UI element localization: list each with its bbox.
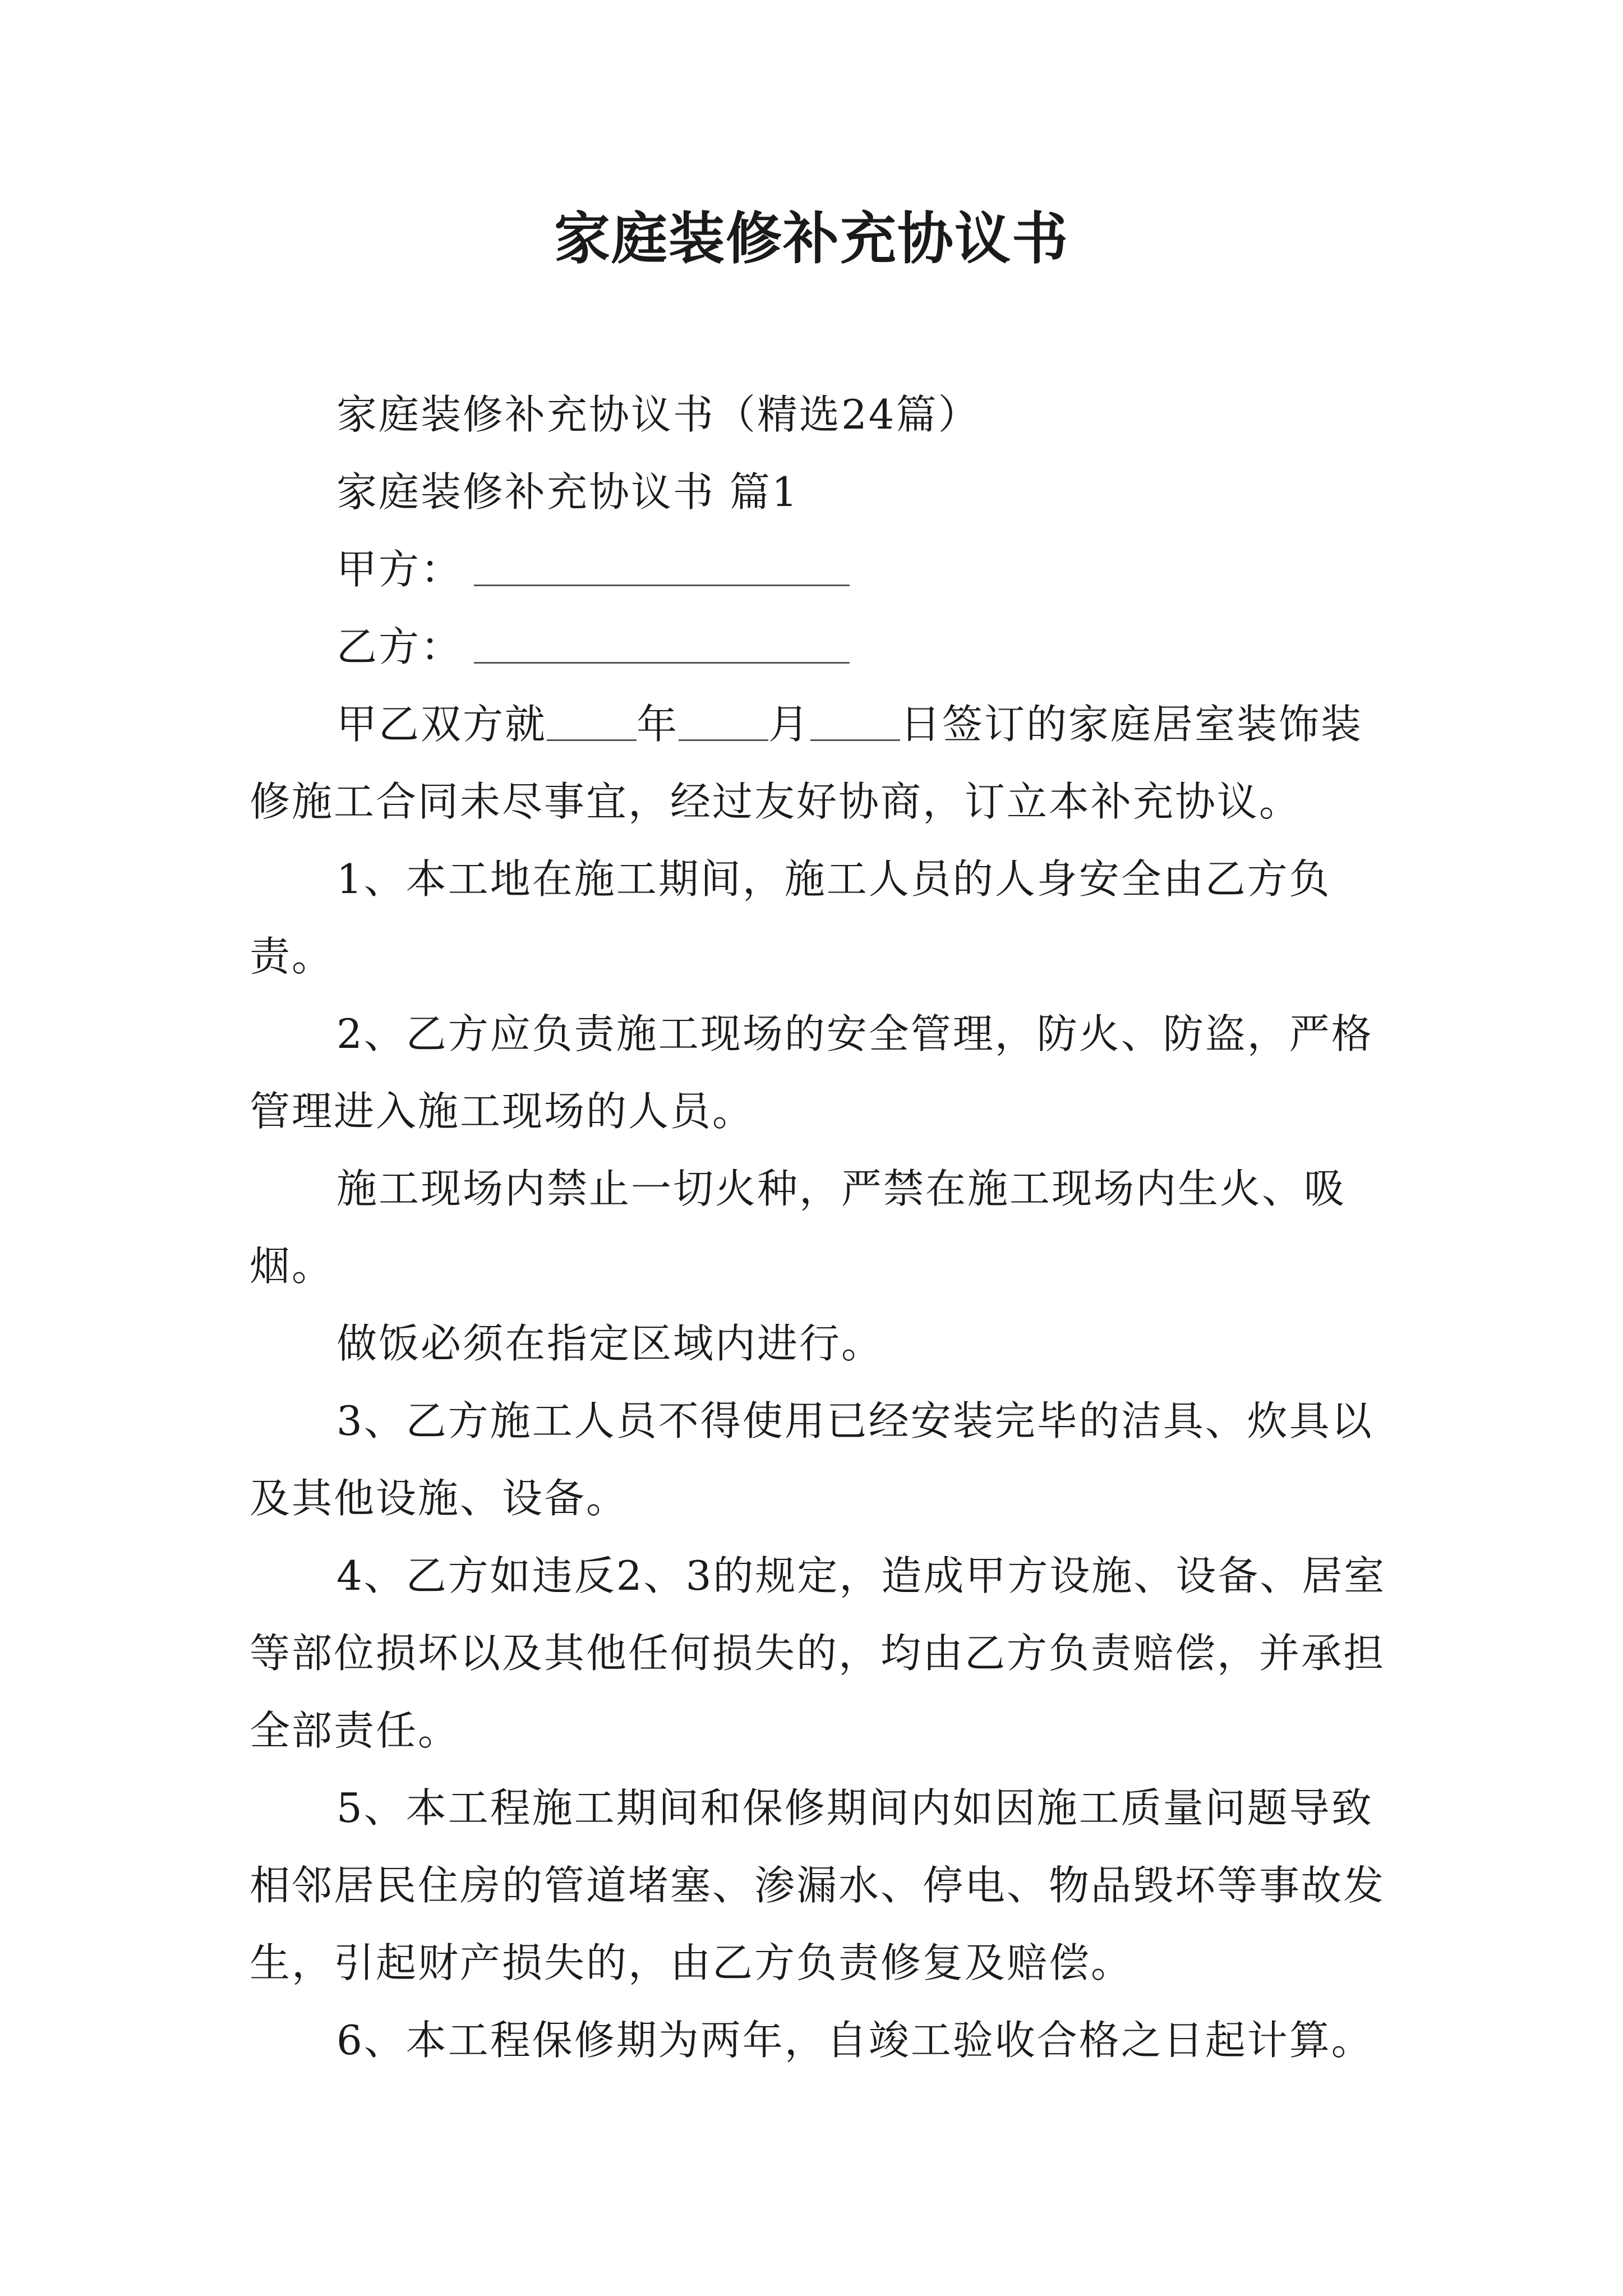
party-b-line	[250, 608, 1394, 685]
month-label: 月	[768, 701, 811, 748]
clause-paragraph: 6、本工程保修期为两年，自竣工验收合格之日起计算。	[336, 2017, 1373, 2064]
party-a-blank	[474, 582, 850, 586]
clause-paragraph: 3、乙方施工人员不得使用已经安装完毕的洁具、炊具以及其他设施、设备。	[250, 1397, 1373, 1522]
day-blank	[810, 737, 900, 741]
year-blank	[547, 737, 637, 741]
year-label: 年	[637, 701, 679, 748]
clause-paragraph: 4、乙方如违反2、3的规定，造成甲方设施、设备、居室等部位损坏以及其他任何损失的，均由乙方负责赔偿，并承担全部责任。	[250, 1552, 1386, 1754]
party-b-blank	[474, 660, 850, 664]
party-a-label: 甲方：	[336, 546, 463, 593]
intro-text-start: 甲乙双方就	[336, 701, 547, 748]
clause-paragraph: 5、本工程施工期间和保修期间内如因施工质量问题导致相邻居民住房的管道堵塞、渗漏水、停电、物品毁坏等事故发生，引起财产损失的，由乙方负责修复及赔偿。	[250, 1784, 1386, 1986]
clause-paragraph: 2、乙方应负责施工现场的安全管理，防火、防盗，严格管理进入施工现场的人员。	[250, 1010, 1373, 1135]
clause-paragraph: 施工现场内禁止一切火种，严禁在施工现场内生火、吸烟。	[250, 1165, 1347, 1290]
document-body	[250, 376, 1394, 2079]
month-blank	[679, 737, 768, 741]
clause-paragraph: 1、本工地在施工期间，施工人员的人身安全由乙方负责。	[250, 855, 1331, 980]
clause-paragraph: 做饭必须在指定区域内进行。	[336, 1320, 884, 1367]
document-title: 家庭装修补充协议书	[554, 205, 1069, 272]
party-b-label: 乙方：	[336, 623, 463, 670]
section-heading: 家庭装修补充协议书 篇1	[336, 468, 799, 516]
document-subtitle: 家庭装修补充协议书（精选24篇）	[336, 391, 980, 438]
intro-paragraph	[250, 685, 1394, 840]
intro-text-end: 日签订的家庭居室装饰装修施工合同未尽事宜，经过友好协商，订立本补充协议。	[250, 701, 1363, 825]
party-a-line	[250, 531, 1394, 608]
